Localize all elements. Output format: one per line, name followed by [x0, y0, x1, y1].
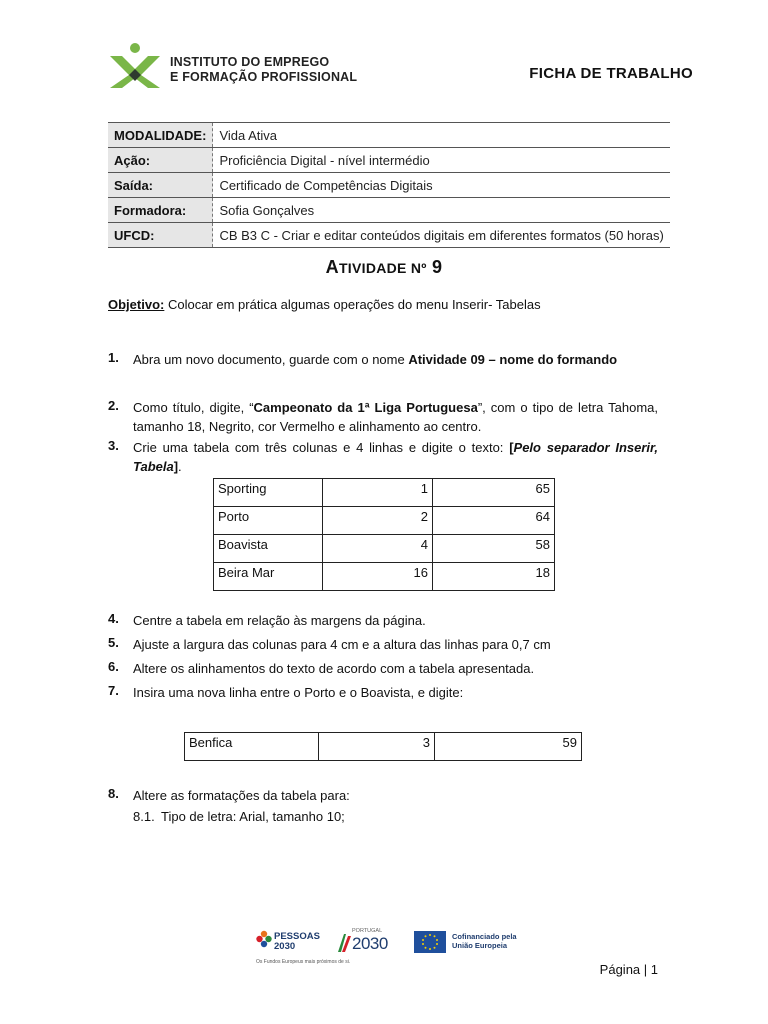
- objective: [108, 295, 541, 314]
- step-4-text: Centre a tabela em relação às margens da página.: [133, 613, 426, 628]
- step-text: Crie uma tabela com três colunas e 4 linhas e digite o texto:: [133, 440, 510, 455]
- step-text: .: [178, 459, 182, 474]
- table-row: [185, 733, 582, 761]
- position-cell: 16: [323, 563, 433, 591]
- info-value: CB B3 C - Criar e editar conteúdos digitais em diferentes formatos (50 horas): [213, 223, 670, 248]
- eu-line2: União Europeia: [452, 941, 508, 950]
- team-cell: Benfica: [185, 733, 319, 761]
- step-number: 4.: [108, 611, 119, 626]
- activity-title-rest: TIVIDADE Nº: [338, 260, 427, 276]
- info-row: [108, 123, 670, 148]
- step-bold-text: [: [509, 440, 514, 455]
- portugal-year: 2030: [352, 934, 388, 953]
- position-cell: 2: [323, 507, 433, 535]
- org-name-line1: INSTITUTO DO EMPREGO: [170, 55, 330, 69]
- step-bold-text: Campeonato da 1ª Liga Portuguesa: [253, 400, 478, 415]
- substep-8-1-text: Tipo de letra: Arial, tamanho 10;: [161, 809, 345, 824]
- step-number: 8.: [108, 786, 119, 801]
- table-row: [214, 535, 555, 563]
- activity-title-initial: A: [325, 257, 339, 277]
- info-row: [108, 223, 670, 248]
- step-number: 3.: [108, 438, 119, 453]
- iefp-logo-icon: [108, 42, 164, 88]
- document-type: FICHA DE TRABALHO: [529, 65, 693, 82]
- portugal-label: PORTUGAL: [352, 928, 383, 934]
- eu-flag-icon: [414, 931, 446, 953]
- table-row: [214, 563, 555, 591]
- points-cell: 58: [433, 535, 555, 563]
- step-2-text: [133, 398, 658, 436]
- info-label: Saída:: [108, 173, 213, 198]
- step-text: Como título, digite, “: [133, 400, 254, 415]
- step-bold-text: Atividade 09 – nome do formando: [408, 352, 618, 367]
- objective-label: Objetivo:: [108, 297, 165, 312]
- step-bold-text: ]: [173, 459, 179, 474]
- step-bold-italic-text: Pelo separador Inserir, Tabela: [133, 440, 658, 474]
- info-row: [108, 173, 670, 198]
- step-number: 7.: [108, 683, 119, 698]
- team-cell: Porto: [214, 507, 323, 535]
- points-cell: 65: [433, 479, 555, 507]
- page-label: Página: [599, 962, 641, 977]
- org-name-line2: E FORMAÇÃO PROFISSIONAL: [170, 70, 358, 84]
- points-cell: 18: [433, 563, 555, 591]
- league-table: [213, 478, 555, 591]
- points-cell: 59: [435, 733, 582, 761]
- info-value: Proficiência Digital - nível intermédio: [213, 148, 670, 173]
- funding-logos: [252, 926, 522, 971]
- pessoas-year: 2030: [274, 941, 296, 952]
- step-5-text: Ajuste a largura das colunas para 4 cm e a altura das linhas para 0,7 cm: [133, 637, 551, 652]
- page-number: Página | 1: [599, 962, 658, 977]
- step-text: Abra um novo documento, guarde com o nome: [133, 352, 409, 367]
- step-number: 5.: [108, 635, 119, 650]
- team-cell: Boavista: [214, 535, 323, 563]
- step-number: 1.: [108, 350, 119, 365]
- substep-number: 8.1.: [133, 809, 155, 824]
- info-label: Ação:: [108, 148, 213, 173]
- new-row-table: [184, 732, 582, 761]
- step-1-text: [133, 350, 658, 369]
- portugal-2030-flag-icon: [336, 932, 352, 954]
- position-cell: 1: [323, 479, 433, 507]
- step-number: 6.: [108, 659, 119, 674]
- objective-text: Colocar em prática algumas operações do menu Inserir- Tabelas: [167, 297, 541, 312]
- info-row: [108, 148, 670, 173]
- activity-number: 9: [432, 257, 443, 277]
- table-row: [214, 479, 555, 507]
- page-number-value: 1: [650, 962, 658, 977]
- step-number: 2.: [108, 398, 119, 413]
- team-cell: Sporting: [214, 479, 323, 507]
- info-label: UFCD:: [108, 223, 213, 248]
- team-cell: Beira Mar: [214, 563, 323, 591]
- step-8-text: Altere as formatações da tabela para:: [133, 788, 350, 803]
- info-value: Vida Ativa: [213, 123, 670, 148]
- info-label: MODALIDADE:: [108, 123, 213, 148]
- pessoas-tagline: Os Fundos Europeus mais próximos de si.: [256, 959, 351, 965]
- info-table: [108, 122, 670, 248]
- step-7-text: Insira uma nova linha entre o Porto e o Boavista, e digite:: [133, 685, 464, 700]
- position-cell: 3: [319, 733, 435, 761]
- info-label: Formadora:: [108, 198, 213, 223]
- table-row: [214, 507, 555, 535]
- info-value: Sofia Gonçalves: [213, 198, 670, 223]
- points-cell: 64: [433, 507, 555, 535]
- eu-line1: Cofinanciado pela: [452, 932, 517, 941]
- step-text: ”, com o tipo de letra Tahoma, tamanho 18, Negrito, cor Vermelho e alinhamento ao centro.: [133, 400, 658, 434]
- activity-title: [0, 257, 768, 278]
- pessoas-flower-icon: [256, 930, 272, 948]
- position-cell: 4: [323, 535, 433, 563]
- info-value: Certificado de Competências Digitais: [213, 173, 670, 198]
- step-3-text: [133, 438, 658, 476]
- pessoas-label: PESSOAS: [274, 931, 320, 942]
- info-row: [108, 198, 670, 223]
- step-6-text: Altere os alinhamentos do texto de acordo com a tabela apresentada.: [133, 661, 535, 676]
